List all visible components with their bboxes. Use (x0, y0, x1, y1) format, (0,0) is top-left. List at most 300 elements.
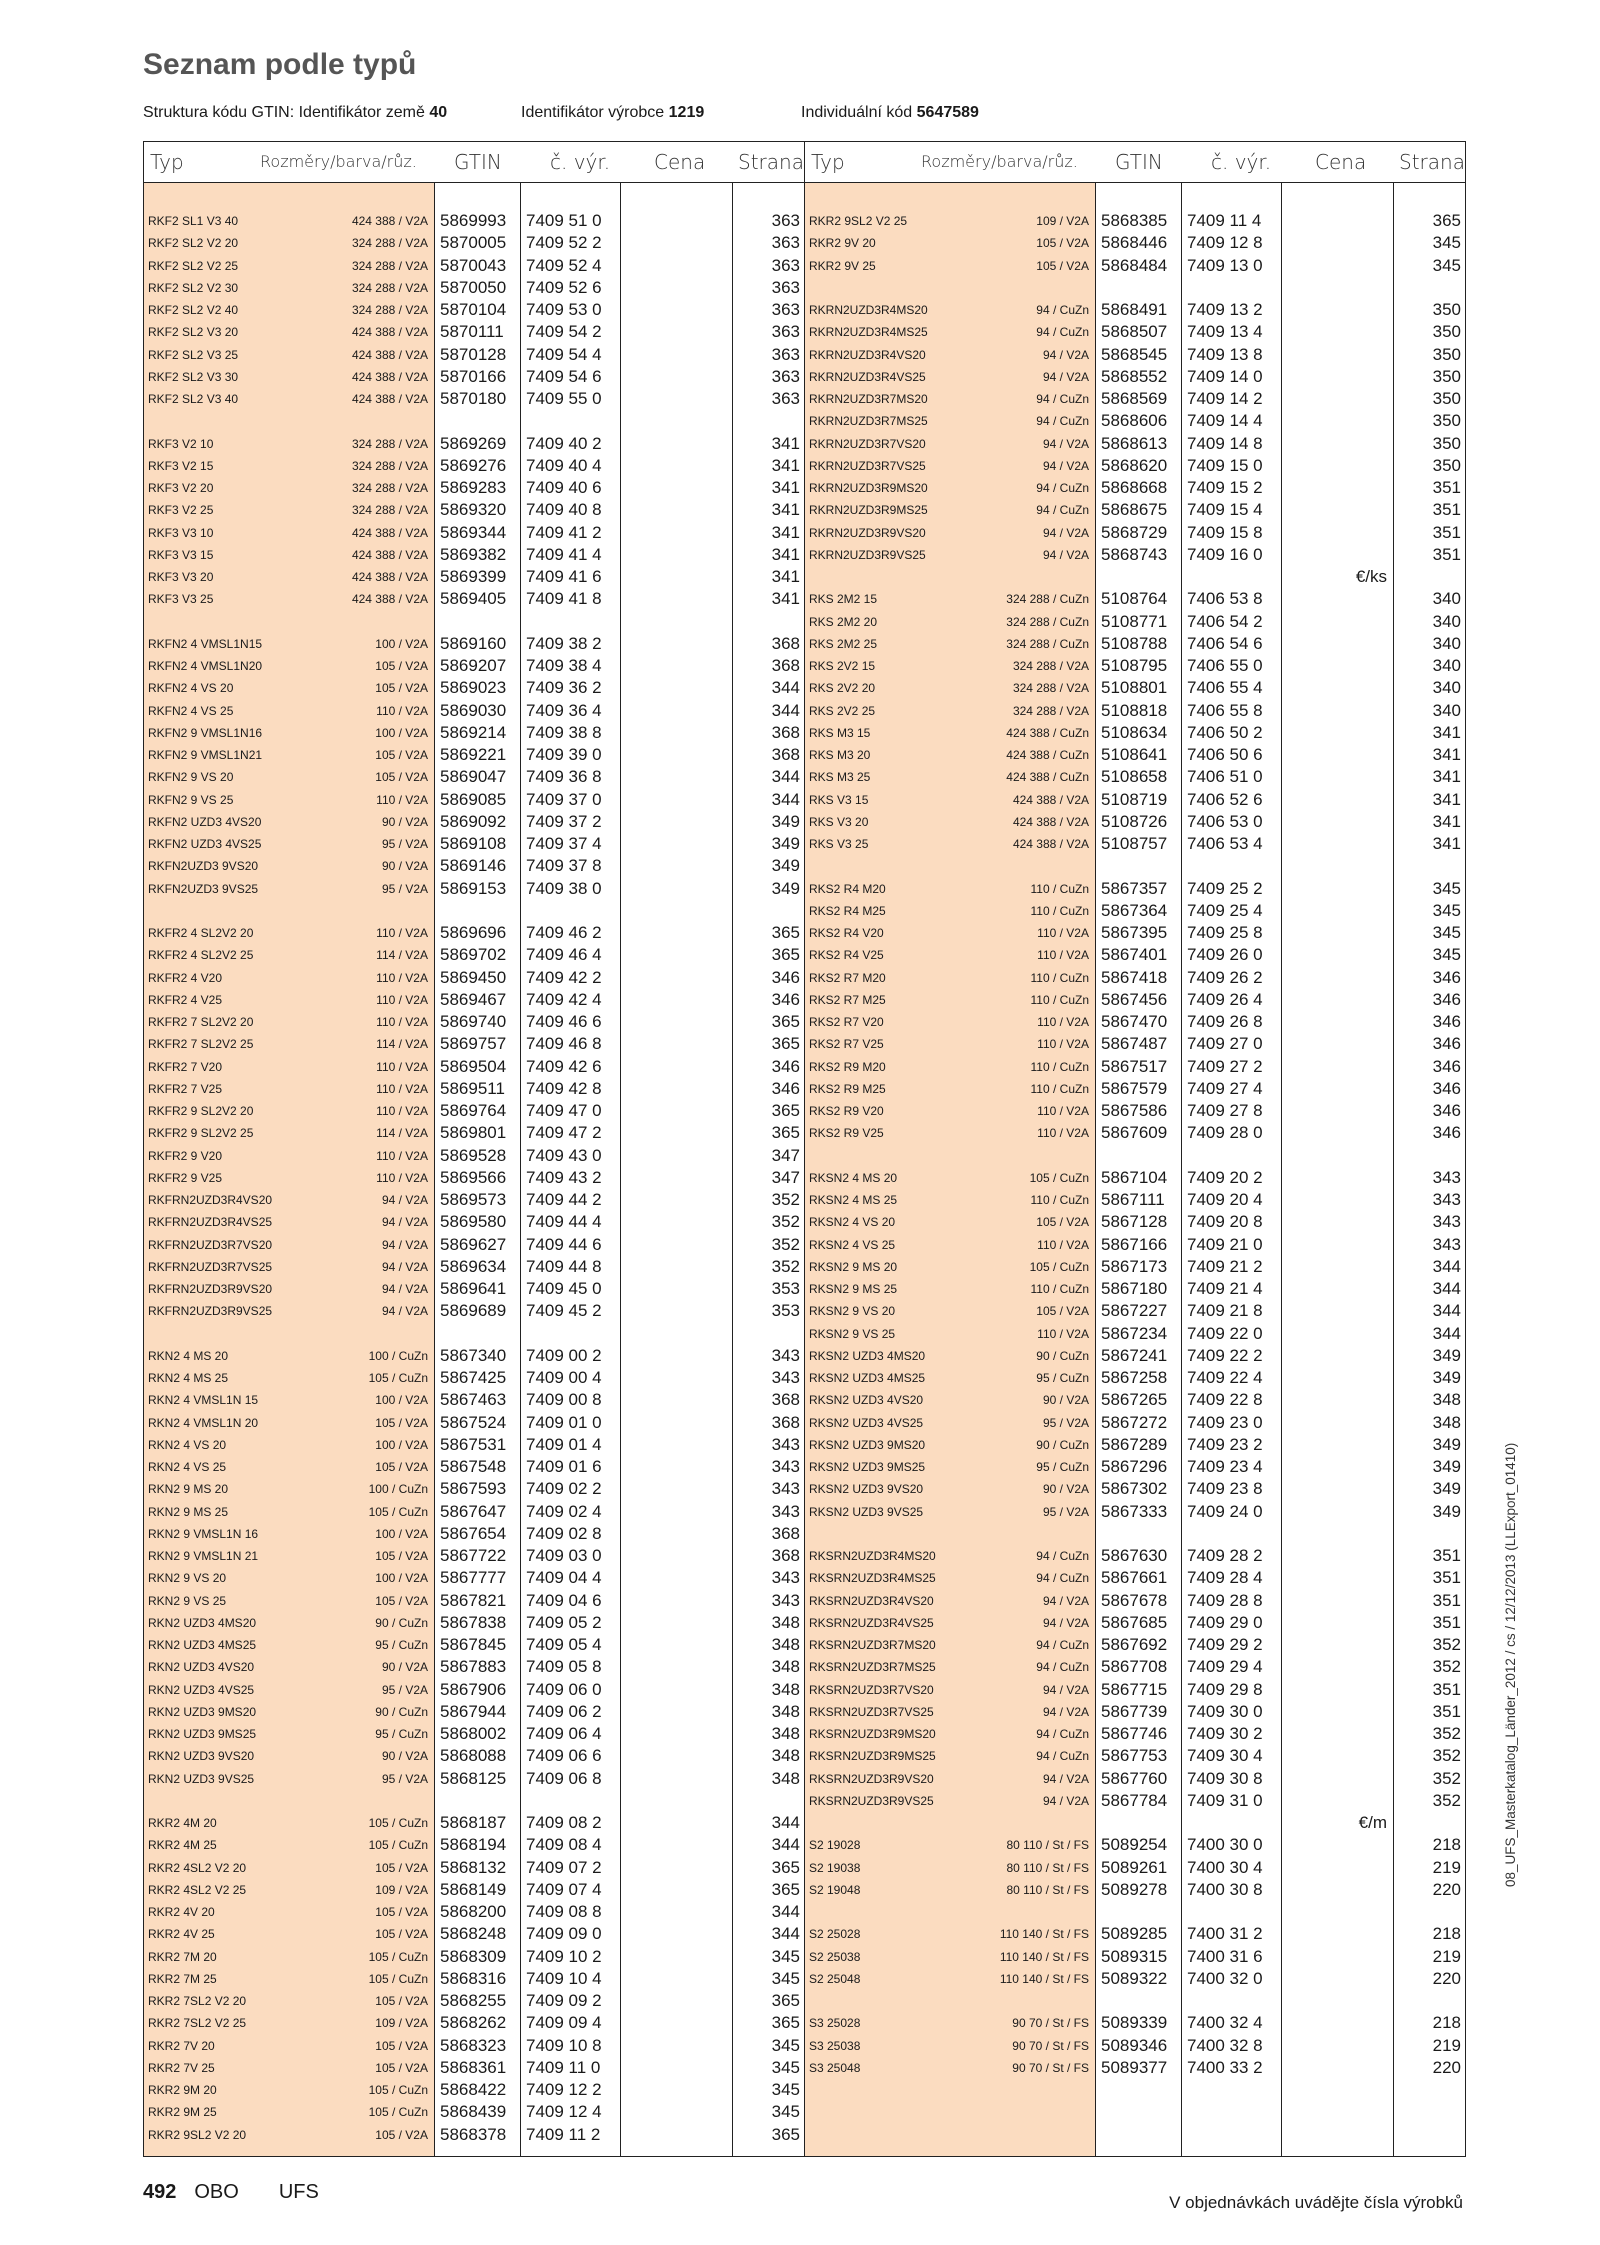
cell-gtin: 5108757 (1101, 834, 1168, 853)
cell-page: 368 (771, 1412, 800, 1432)
table-row (144, 321, 804, 343)
cell-page: 363 (771, 211, 800, 230)
cell-dims: 90 / V2A (381, 814, 428, 829)
cell-order-no: 7409 28 2 (1187, 1546, 1263, 1565)
cell-type: RKFR2 7 V20 (148, 1059, 223, 1074)
cell-type: RKSN2 UZD3 4VS20 (809, 1393, 924, 1408)
table-row (805, 1834, 1465, 1856)
cell-type: RKS 2V2 20 (809, 681, 876, 696)
table-row (144, 1923, 804, 1945)
cell-order-no: 7409 12 2 (526, 2080, 602, 2099)
cell-dims: 324 288 / V2A (1012, 659, 1089, 673)
cell-dims: 95 / V2A (381, 1682, 428, 1697)
cell-type: RKR2 9M 25 (148, 2105, 217, 2120)
cell-order-no: 7409 52 2 (526, 233, 602, 253)
cell-gtin: 5869467 (440, 989, 507, 1009)
cell-type: RKFR2 9 V20 (148, 1148, 223, 1163)
table-row (144, 833, 804, 855)
cell-type: RKSRN2UZD3R7MS20 (809, 1638, 936, 1652)
col-header-type: Typ (811, 150, 845, 174)
cell-gtin: 5867753 (1101, 1746, 1168, 1766)
cell-order-no: 7409 43 0 (526, 1145, 602, 1165)
cell-order-no: 7409 23 0 (1187, 1412, 1263, 1432)
cell-order-no: 7409 03 0 (526, 1546, 602, 1565)
cell-gtin: 5869740 (440, 1012, 507, 1031)
cell-type: RKS V3 15 (809, 792, 869, 807)
cell-page: 368 (771, 745, 800, 764)
table-row (805, 277, 1465, 299)
cell-page: 345 (1432, 923, 1461, 942)
cell-order-no: 7409 46 2 (526, 923, 602, 942)
cell-type: RKFN2 4 VS 25 (148, 703, 234, 718)
cell-order-no: 7409 53 0 (526, 300, 602, 319)
table-row (805, 232, 1465, 254)
cell-dims: 424 388 / V2A (1012, 792, 1089, 807)
table-row (144, 455, 804, 477)
cell-order-no: 7409 05 2 (526, 1612, 602, 1632)
cell-order-no: 7409 28 0 (1187, 1123, 1263, 1143)
cell-page: 346 (771, 989, 800, 1009)
cell-gtin: 5868149 (440, 1879, 507, 1899)
cell-page: 348 (771, 1768, 800, 1788)
cell-gtin: 5869627 (440, 1234, 507, 1254)
cell-dims: 110 / V2A (376, 792, 428, 807)
cell-gtin: 5108801 (1101, 678, 1168, 698)
cell-page: 350 (1432, 389, 1461, 408)
cell-order-no: 7409 52 4 (526, 255, 602, 275)
cell-type: RKF3 V3 25 (148, 592, 214, 607)
cell-type: RKS M3 15 (809, 725, 871, 740)
cell-type: RKSN2 9 VS 20 (809, 1304, 896, 1319)
cell-gtin: 5870180 (440, 389, 507, 408)
cell-type: RKSN2 UZD3 9VS25 (809, 1504, 924, 1519)
cell-type: RKS2 R9 M25 (809, 1081, 886, 1096)
cell-type: RKFR2 9 SL2V2 25 (148, 1126, 254, 1141)
cell-dims: 100 / V2A (375, 725, 428, 740)
cell-dims: 324 288 / CuZn (1006, 636, 1089, 651)
cell-dims: 110 / V2A (376, 703, 428, 718)
cell-type: RKS2 R7 V25 (809, 1037, 884, 1052)
cell-order-no: 7409 13 2 (1187, 300, 1263, 319)
cell-page: 349 (1432, 1501, 1461, 1521)
table-row (144, 1946, 804, 1968)
cell-gtin: 5869023 (440, 678, 507, 698)
cell-type: RKFRN2UZD3R4VS20 (148, 1193, 273, 1207)
cell-page: 349 (771, 856, 800, 876)
table-row (144, 722, 804, 744)
cell-dims: 95 / CuZn (1036, 1460, 1089, 1474)
table-row (805, 344, 1465, 366)
cell-dims: 105 / V2A (375, 2127, 428, 2142)
cell-gtin: 5869504 (440, 1056, 507, 1076)
cell-type: RKR2 7SL2 V2 25 (148, 2016, 247, 2031)
cell-gtin: 5867111 (1101, 1190, 1165, 1209)
table-row (144, 1234, 804, 1256)
table-header (805, 142, 1465, 183)
cell-type: RKSRN2UZD3R7VS20 (809, 1682, 934, 1697)
cell-type: RKRN2UZD3R7VS25 (809, 458, 926, 473)
cell-dims: 94 / CuZn (1036, 303, 1089, 317)
cell-page: 363 (771, 322, 800, 342)
cell-order-no: 7406 54 6 (1187, 633, 1263, 653)
cell-order-no: 7409 27 0 (1187, 1034, 1263, 1054)
cell-page: 353 (771, 1301, 800, 1321)
cell-type: RKR2 7M 25 (148, 1971, 217, 1986)
cell-page: 346 (1432, 967, 1461, 987)
cell-gtin: 5867272 (1101, 1412, 1168, 1432)
cell-order-no: 7409 06 0 (526, 1679, 602, 1699)
cell-page: 344 (771, 1902, 800, 1921)
cell-type: RKN2 UZD3 9VS25 (148, 1771, 255, 1786)
cell-page: 352 (1432, 1657, 1461, 1677)
cell-page: 345 (1432, 900, 1461, 920)
cell-dims: 424 388 / V2A (351, 347, 428, 362)
cell-price: €/m (1358, 1813, 1387, 1832)
cell-page: 341 (1432, 745, 1461, 764)
cell-page: 343 (771, 1501, 800, 1521)
cell-dims: 110 / V2A (376, 970, 428, 985)
cell-type: RKRN2UZD3R9VS25 (809, 547, 926, 562)
cell-type: RKN2 4 MS 25 (148, 1371, 229, 1385)
cell-dims: 80 110 / St / FS (1006, 1882, 1089, 1897)
cell-dims: 94 / V2A (1042, 1793, 1089, 1808)
cell-dims: 110 / CuZn (1030, 903, 1089, 918)
cell-dims: 100 / V2A (375, 636, 428, 651)
cell-type: S3 25048 (809, 2060, 861, 2075)
table-row (144, 989, 804, 1011)
table-row (805, 433, 1465, 455)
cell-order-no: 7409 42 8 (526, 1078, 602, 1098)
cell-dims: 100 / V2A (375, 1393, 428, 1408)
cell-gtin: 5869801 (440, 1123, 507, 1143)
table-row (144, 1679, 804, 1701)
cell-gtin: 5870005 (440, 233, 507, 253)
cell-order-no: 7409 37 4 (526, 834, 602, 853)
cell-type: RKSN2 4 MS 25 (809, 1193, 898, 1207)
cell-type: RKF2 SL2 V3 25 (148, 347, 239, 362)
cell-order-no: 7409 44 4 (526, 1212, 602, 1232)
cell-dims: 94 / CuZn (1036, 1660, 1089, 1675)
cell-dims: 90 / CuZn (375, 1704, 428, 1719)
cell-type: RKS2 R4 V25 (809, 948, 884, 963)
cell-type: RKS 2M2 20 (809, 614, 878, 629)
cell-dims: 110 / CuZn (1030, 1193, 1089, 1207)
cell-dims: 90 / CuZn (1036, 1348, 1089, 1363)
cell-order-no: 7409 47 0 (526, 1101, 602, 1120)
cell-page: 341 (1432, 722, 1461, 742)
cell-order-no: 7406 55 0 (1187, 656, 1263, 675)
table-row (144, 2035, 804, 2057)
cell-type: RKFRN2UZD3R7VS20 (148, 1237, 273, 1252)
cell-gtin: 5867777 (440, 1568, 507, 1588)
cell-type: RKRN2UZD3R7MS25 (809, 414, 928, 429)
cell-dims: 105 / V2A (1036, 1215, 1089, 1230)
cell-type: RKS2 R4 V20 (809, 926, 884, 940)
cell-page: 346 (1432, 989, 1461, 1009)
cell-page: 344 (771, 1813, 800, 1832)
cell-gtin: 5868255 (440, 1991, 507, 2010)
table-row (144, 811, 804, 833)
cell-gtin: 5867685 (1101, 1612, 1168, 1632)
table-row (144, 1412, 804, 1434)
table-row (144, 1145, 804, 1167)
cell-order-no: 7409 02 8 (526, 1523, 602, 1543)
cell-dims: 100 / V2A (375, 1571, 428, 1586)
cell-type: RKS2 R9 V25 (809, 1126, 884, 1141)
cell-gtin: 5869146 (440, 856, 507, 876)
col-header-gtin: GTIN (454, 150, 502, 174)
cell-order-no: 7409 52 6 (526, 277, 602, 297)
table-row (805, 410, 1465, 432)
cell-dims: 105 / V2A (375, 1905, 428, 1919)
cell-gtin: 5869511 (440, 1078, 505, 1098)
cell-dims: 94 / V2A (381, 1282, 428, 1296)
cell-dims: 94 / V2A (381, 1304, 428, 1319)
cell-type: RKN2 9 VMSL1N 16 (148, 1526, 259, 1541)
cell-type: RKFN2 4 VS 20 (148, 681, 234, 696)
cell-gtin: 5869634 (440, 1256, 507, 1276)
cell-page: 352 (771, 1190, 800, 1209)
cell-gtin: 5867357 (1101, 878, 1168, 898)
col-header-gtin: GTIN (1115, 150, 1163, 174)
cell-page: 349 (771, 878, 800, 898)
table-row (805, 900, 1465, 922)
cell-gtin: 5867227 (1101, 1301, 1168, 1321)
cell-gtin: 5869399 (440, 567, 507, 586)
cell-order-no: 7409 36 4 (526, 700, 602, 720)
cell-dims: 324 288 / V2A (351, 303, 428, 317)
table-row (805, 811, 1465, 833)
table-row (805, 1345, 1465, 1367)
cell-gtin: 5868316 (440, 1968, 507, 1988)
cell-type: RKSRN2UZD3R4VS20 (809, 1593, 934, 1608)
cell-gtin: 5867241 (1101, 1345, 1168, 1365)
cell-gtin: 5868422 (440, 2080, 507, 2099)
table-row (805, 1968, 1465, 1990)
cell-dims: 95 / V2A (381, 881, 428, 896)
table-row (805, 1456, 1465, 1478)
cell-dims: 94 / CuZn (1036, 1749, 1089, 1764)
cell-type: RKSRN2UZD3R9MS25 (809, 1749, 936, 1764)
cell-dims: 105 / V2A (1036, 236, 1089, 251)
cell-order-no: 7409 30 0 (1187, 1701, 1263, 1721)
cell-order-no: 7400 32 4 (1187, 2013, 1263, 2033)
cell-type: RKR2 7SL2 V2 20 (148, 1994, 247, 2008)
table-row (805, 922, 1465, 944)
cell-order-no: 7409 31 0 (1187, 1790, 1263, 1810)
cell-type: RKFN2 4 VMSL1N15 (148, 636, 263, 651)
cell-page: 343 (771, 1590, 800, 1610)
cell-order-no: 7409 20 8 (1187, 1212, 1263, 1232)
cell-gtin: 5867944 (440, 1701, 507, 1721)
cell-order-no: 7409 06 2 (526, 1701, 602, 1721)
table-row (805, 1590, 1465, 1612)
cell-gtin: 5870166 (440, 366, 507, 386)
cell-type: RKR2 7V 25 (148, 2060, 215, 2075)
cell-type: RKFN2 9 VS 25 (148, 792, 234, 807)
table-row (805, 633, 1465, 655)
table-row (144, 299, 804, 321)
cell-type: RKS V3 25 (809, 837, 869, 851)
cell-order-no: 7400 32 8 (1187, 2035, 1263, 2055)
cell-type: RKR2 4SL2 V2 25 (148, 1882, 247, 1897)
cell-page: 344 (771, 678, 800, 698)
cell-dims: 105 / CuZn (368, 1504, 428, 1519)
cell-order-no: 7409 14 2 (1187, 389, 1263, 408)
table-row (144, 677, 804, 699)
cell-order-no: 7409 13 0 (1187, 255, 1263, 275)
table-row (144, 588, 804, 610)
cell-type: RKFN2 UZD3 4VS20 (148, 814, 262, 829)
cell-dims: 424 388 / CuZn (1006, 770, 1089, 785)
cell-dims: 90 / V2A (381, 1660, 428, 1675)
cell-page: 343 (1432, 1167, 1461, 1187)
cell-page: 340 (1432, 700, 1461, 720)
table-row (805, 766, 1465, 788)
cell-order-no: 7409 27 8 (1187, 1101, 1263, 1120)
cell-gtin: 5867470 (1101, 1012, 1168, 1031)
cell-order-no: 7409 26 2 (1187, 967, 1263, 987)
cell-gtin: 5869382 (440, 544, 507, 564)
cell-order-no: 7409 26 0 (1187, 945, 1263, 965)
cell-dims: 424 388 / V2A (351, 570, 428, 584)
cell-order-no: 7409 42 6 (526, 1056, 602, 1076)
table-row (805, 1078, 1465, 1100)
cell-gtin: 5868125 (440, 1768, 507, 1788)
cell-order-no: 7409 44 2 (526, 1190, 602, 1209)
cell-gtin: 5869689 (440, 1301, 507, 1321)
cell-order-no: 7409 10 2 (526, 1946, 602, 1966)
cell-gtin: 5108795 (1101, 656, 1168, 675)
table-row (805, 1189, 1465, 1211)
cell-gtin: 5108771 (1101, 611, 1168, 631)
cell-order-no: 7409 14 8 (1187, 433, 1263, 453)
cell-type: RKRN2UZD3R9VS20 (809, 525, 926, 540)
side-note: 08_UFS_Masterkatalog_Länder_2012 / cs / 12/12/2013 (LLExport_01410) (1503, 1442, 1518, 1887)
table-row (805, 677, 1465, 699)
col-header-page: Strana (1399, 150, 1465, 174)
cell-gtin: 5869528 (440, 1145, 507, 1165)
cell-dims: 105 / V2A (375, 1460, 428, 1474)
cell-page: 345 (771, 1968, 800, 1988)
cell-dims: 424 388 / CuZn (1006, 748, 1089, 762)
cell-page: 350 (1432, 433, 1461, 453)
cell-order-no: 7409 08 4 (526, 1835, 602, 1855)
cell-dims: 110 / V2A (1037, 1015, 1089, 1029)
cell-order-no: 7409 04 4 (526, 1568, 602, 1588)
table-row (144, 789, 804, 811)
cell-order-no: 7409 27 4 (1187, 1078, 1263, 1098)
cell-page: 344 (771, 700, 800, 720)
table-row (805, 2035, 1465, 2057)
cell-order-no: 7409 25 8 (1187, 923, 1263, 942)
cell-type: RKFN2UZD3 9VS25 (148, 881, 259, 896)
cell-dims: 95 / V2A (1042, 1504, 1089, 1519)
cell-order-no: 7409 05 4 (526, 1635, 602, 1654)
cell-order-no: 7409 45 0 (526, 1279, 602, 1298)
cell-dims: 324 288 / V2A (351, 236, 428, 251)
cell-gtin: 5870104 (440, 300, 507, 319)
cell-type: RKFR2 7 V25 (148, 1081, 223, 1096)
cell-gtin: 5108719 (1101, 789, 1168, 809)
table-row (144, 522, 804, 544)
cell-type: RKR2 7M 20 (148, 1949, 217, 1964)
cell-order-no: 7409 30 4 (1187, 1746, 1263, 1766)
cell-order-no: 7409 11 0 (526, 2057, 601, 2077)
cell-page: 341 (771, 544, 800, 564)
table-row (144, 544, 804, 566)
cell-gtin: 5869405 (440, 589, 507, 609)
cell-dims: 110 / V2A (376, 1015, 428, 1029)
cell-page: 341 (1432, 834, 1461, 853)
cell-page: 351 (1432, 1568, 1461, 1588)
cell-dims: 110 / V2A (376, 1081, 428, 1096)
cell-type: S2 19028 (809, 1838, 861, 1853)
cell-dims: 424 388 / V2A (351, 592, 428, 607)
cell-order-no: 7409 43 2 (526, 1167, 602, 1187)
table-row (144, 1078, 804, 1100)
table-row (805, 1434, 1465, 1456)
cell-order-no: 7409 08 2 (526, 1813, 602, 1832)
cell-dims: 94 / CuZn (1036, 503, 1089, 518)
cell-page: 344 (1432, 1256, 1461, 1276)
cell-order-no: 7409 07 2 (526, 1857, 602, 1877)
table-row (144, 1545, 804, 1567)
table-row (805, 499, 1465, 521)
cell-dims: 105 / V2A (375, 2038, 428, 2053)
cell-type: RKS V3 20 (809, 814, 869, 829)
cell-gtin: 5867593 (440, 1479, 507, 1499)
cell-type: S2 19038 (809, 1860, 861, 1875)
cell-dims: 95 / V2A (381, 837, 428, 851)
cell-gtin: 5868606 (1101, 411, 1168, 431)
cell-page: 365 (771, 1034, 800, 1054)
cell-dims: 110 / V2A (376, 1104, 428, 1118)
table-row (144, 277, 804, 299)
cell-gtin: 5869269 (440, 433, 507, 453)
cell-gtin: 5867715 (1101, 1679, 1168, 1699)
cell-type: RKFN2 9 VS 20 (148, 770, 234, 785)
cell-page: 341 (1432, 767, 1461, 787)
cell-gtin: 5867296 (1101, 1457, 1168, 1476)
table-row (144, 700, 804, 722)
cell-order-no: 7409 15 0 (1187, 455, 1263, 475)
cell-type: RKF3 V2 20 (148, 481, 214, 495)
table-row (805, 989, 1465, 1011)
cell-order-no: 7409 27 2 (1187, 1056, 1263, 1076)
cell-gtin: 5108788 (1101, 633, 1168, 653)
table-row (805, 1211, 1465, 1233)
cell-type: RKN2 4 VS 20 (148, 1437, 227, 1452)
cell-order-no: 7406 50 6 (1187, 745, 1263, 764)
cell-order-no: 7409 23 4 (1187, 1457, 1263, 1476)
cell-page: 363 (771, 277, 800, 297)
table-row (805, 878, 1465, 900)
table-row (144, 1768, 804, 1790)
table-row (805, 1745, 1465, 1767)
cell-type: RKRN2UZD3R4MS20 (809, 303, 928, 317)
cell-page: 344 (771, 1924, 800, 1944)
cell-gtin: 5089278 (1101, 1879, 1168, 1899)
table-row (805, 1278, 1465, 1300)
table-row (144, 855, 804, 877)
cell-dims: 110 / CuZn (1030, 1081, 1089, 1096)
table-row (144, 210, 804, 232)
cell-order-no: 7406 55 4 (1187, 678, 1263, 698)
cell-page: 365 (771, 1857, 800, 1877)
cell-gtin: 5869344 (440, 522, 507, 542)
cell-dims: 424 388 / V2A (351, 369, 428, 384)
